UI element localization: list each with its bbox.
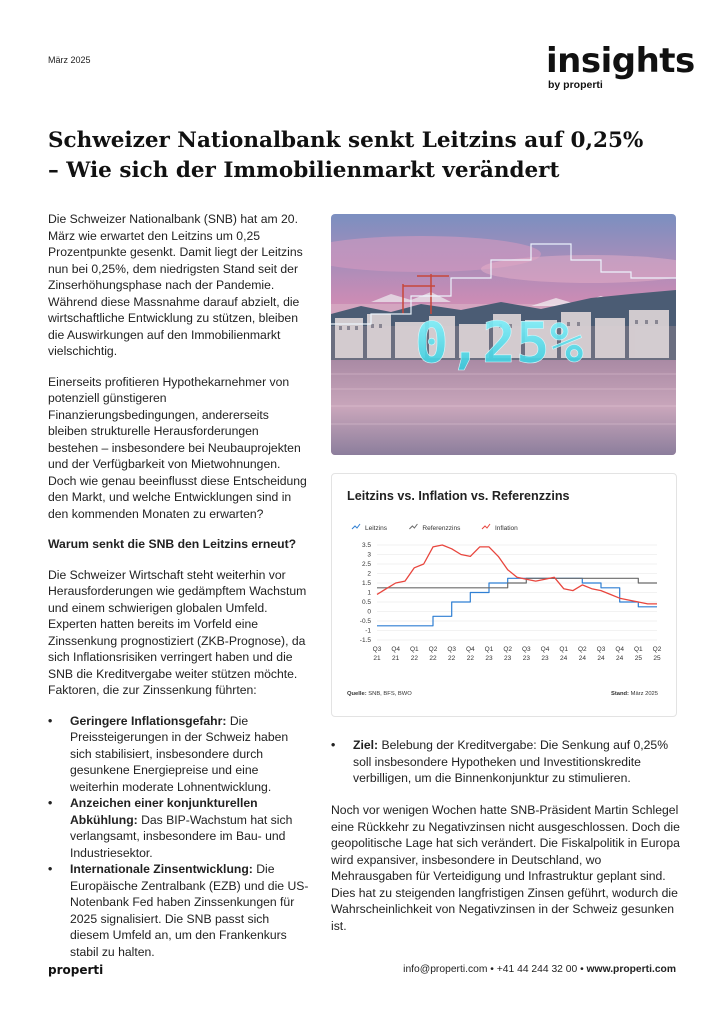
x-tick-label-quarter: Q2 <box>577 646 587 653</box>
legend-label: Referenzzins <box>422 525 461 532</box>
y-tick-label: -0.5 <box>359 618 371 626</box>
legend-item <box>482 524 518 532</box>
brand-subtitle: by properti <box>548 79 603 91</box>
list-item-term: Internationale Zinsentwicklung: <box>70 862 253 876</box>
x-tick-label-year: 23 <box>504 655 512 662</box>
y-tick-label: 1.5 <box>361 580 371 588</box>
list-item <box>48 861 310 960</box>
chart-source-text: SNB, BFS, BWO <box>366 691 412 697</box>
x-tick-label-quarter: Q1 <box>559 646 569 653</box>
legend-item <box>352 524 388 532</box>
y-tick-label: 3 <box>367 551 371 559</box>
footer-separator: • <box>487 964 497 975</box>
section-paragraph: Die Schweizer Wirtschaft steht weiterhin vor Herausforderungen wie gedämpftem Wachstum und einem schwierigen globalen Umfeld. Experten hatten bereits im Vorfeld eine Zinssenkung prognostiziert (ZKB-Prognose), da sich Inflationsrisiken verringert haben und die SNB die Kreditvergabe weiter stützen möchte. Faktoren, die zur Zinssenkung führten: <box>48 567 307 697</box>
list-item-term: Geringere Inflationsgefahr: <box>70 713 227 728</box>
article-title <box>48 126 668 186</box>
list-item <box>48 713 310 796</box>
x-tick-label-year: 24 <box>578 655 586 662</box>
x-tick-label-quarter: Q3 <box>372 646 382 653</box>
reason-list <box>48 713 310 961</box>
legend-label: Inflation <box>495 525 518 532</box>
x-tick-label-year: 21 <box>392 655 400 662</box>
y-tick-label: 1 <box>367 589 371 597</box>
footer-website-link[interactable]: www.properti.com <box>586 964 676 975</box>
x-tick-label-year: 21 <box>373 655 381 662</box>
hero-image <box>331 214 676 455</box>
bullet-icon: • <box>48 796 53 810</box>
legend-swatch <box>352 524 360 529</box>
footer-email-link[interactable]: info@properti.com <box>403 964 488 975</box>
chart-title: Leitzins vs. Inflation vs. Referenzzins <box>347 489 570 503</box>
legend-swatch <box>409 524 417 529</box>
x-tick-label-quarter: Q4 <box>615 646 625 653</box>
footer-separator: • <box>577 964 587 975</box>
x-tick-label-year: 24 <box>597 655 605 662</box>
chart-stand-label: Stand: <box>610 691 629 697</box>
hero-rate-overlay: 0,25% <box>414 311 584 376</box>
footer-contact <box>403 964 676 975</box>
y-tick-label: -1.5 <box>359 637 371 645</box>
hero-illustration <box>331 214 676 455</box>
series-line-inflation <box>377 545 657 604</box>
list-item <box>48 795 310 861</box>
x-tick-label-quarter: Q1 <box>484 646 494 653</box>
x-tick-label-year: 25 <box>634 655 642 662</box>
y-tick-label: 2.5 <box>361 561 371 569</box>
x-tick-label-quarter: Q2 <box>652 646 662 653</box>
x-tick-label-year: 23 <box>485 655 493 662</box>
right-paragraph: Noch vor wenigen Wochen hatte SNB-Präsident Martin Schlegel eine Rückkehr zu Negativzinsen nicht ausgeschlossen. Doch die geopolitische Lage hat sich verändert. Die Fiskalpolitik in Europa wird expansiver, insbesondere in Deutschland, wo Mehrausgaben für Verteidigung und Infrastruktur geplant sind. Dies hat zu steigenden langfristigen Zinsen geführt, wodurch die Wahrscheinlichkeit von Negativzinsen in der Schweiz gesunken ist. <box>331 803 680 933</box>
list-item <box>331 737 681 787</box>
x-tick-label-year: 24 <box>560 655 568 662</box>
footer-logo: properti <box>48 963 104 977</box>
list-item-text: Das BIP-Wachstum hat sich verlangsamt, insbesondere im Bau- und Industriesektor. <box>70 812 293 860</box>
y-tick-label: 2 <box>367 570 371 578</box>
intro-paragraph-1: Die Schweizer Nationalbank (SNB) hat am 20. März wie erwartet den Leitzins um 0,25 Prozentpunkte gesenkt. Damit liegt der Leitzins nun bei 0,25%, dem niedrigsten Stand seit der Zinserhöhungsphase nach der Pandemie. Während diese Massnahme darauf abzielt, die wirtschaftliche Entwicklung zu stützen, bleiben die Auswirkungen auf den Immobilienmarkt vielschichtig. <box>48 212 303 358</box>
x-tick-label-quarter: Q3 <box>596 646 606 653</box>
chart-stand <box>611 691 658 697</box>
bullet-icon: • <box>331 738 336 752</box>
x-tick-label-year: 25 <box>653 655 661 662</box>
chart-source <box>347 691 412 697</box>
y-tick-label: -1 <box>365 627 371 635</box>
x-tick-label-quarter: Q3 <box>447 646 457 653</box>
issue-date: März 2025 <box>48 55 91 65</box>
article-title-line-2: – Wie sich der Immobilienmarkt verändert <box>48 158 560 183</box>
list-item-term: Ziel: <box>353 738 379 752</box>
x-tick-label-quarter: Q3 <box>521 646 531 653</box>
bullet-icon: • <box>48 862 53 876</box>
x-tick-label-year: 22 <box>448 655 456 662</box>
x-tick-label-quarter: Q2 <box>503 646 513 653</box>
chart-card <box>331 473 677 717</box>
chart-source-label: Quelle: <box>347 691 367 697</box>
section-heading: Warum senkt die SNB den Leitzins erneut? <box>48 537 297 551</box>
chart-stand-text: März 2025 <box>629 691 658 697</box>
x-tick-label-quarter: Q4 <box>465 646 475 653</box>
y-tick-label: 0.5 <box>361 599 371 607</box>
x-tick-label-year: 22 <box>466 655 474 662</box>
right-bullet <box>331 737 681 787</box>
list-item-term: Anzeichen einer konjunkturellen Abkühlung: <box>70 796 258 827</box>
intro-paragraph-2: Einerseits profitieren Hypothekarnehmer von potenziell günstigeren Finanzierungsbedingungen, andererseits bleiben strukturelle Herausforderungen bestehen – insbesondere bei Neubauprojekten und der Verfügbarkeit von Mietwohnungen. Doch wie genau beeinflusst diese Entscheidung den Markt, und welche Entwicklungen sind in den kommenden Monaten zu erwarten? <box>48 374 307 521</box>
x-tick-label-quarter: Q1 <box>633 646 643 653</box>
article-title-line-1: Schweizer Nationalbank senkt Leitzins auf 0,25% <box>48 128 644 153</box>
x-tick-label-year: 22 <box>410 655 418 662</box>
x-tick-label-quarter: Q1 <box>409 646 419 653</box>
x-tick-label-year: 22 <box>429 655 437 662</box>
chart-svg <box>332 474 676 684</box>
brand-logo <box>546 41 695 91</box>
legend-label: Leitzins <box>365 525 388 532</box>
list-item-text: Die Preissteigerungen in der Schweiz haben sich stabilisiert, insbesondere durch gesunkene Energiepreise und eine weiterhin moderate Lohnentwicklung. <box>70 713 289 794</box>
bullet-icon: • <box>48 713 53 728</box>
legend-item <box>409 524 461 532</box>
brand-name: insights <box>546 41 695 81</box>
x-tick-label-quarter: Q2 <box>428 646 438 653</box>
x-tick-label-year: 23 <box>541 655 549 662</box>
legend-swatch <box>482 524 490 529</box>
x-tick-label-quarter: Q4 <box>391 646 401 653</box>
x-tick-label-year: 24 <box>616 655 624 662</box>
x-tick-label-year: 23 <box>522 655 530 662</box>
footer-phone-link[interactable]: +41 44 244 32 00 <box>496 964 578 975</box>
list-item-text: Belebung der Kreditvergabe: Die Senkung auf 0,25% soll insbesondere Hypotheken und Investitionskredite verbilligen, um die Binnenkonjunktur zu stimulieren. <box>353 738 669 785</box>
left-column <box>48 211 310 960</box>
y-tick-label: 0 <box>367 608 371 616</box>
list-item-text: Die Europäische Zentralbank (EZB) und die US-Notenbank Fed haben Zinssenkungen für 2025 signalisiert. Die SNB passt sich diesem Umfeld an, um den Frankenkurs stabil zu halten. <box>70 862 309 959</box>
x-tick-label-quarter: Q4 <box>540 646 550 653</box>
y-tick-label: 3.5 <box>361 542 371 550</box>
